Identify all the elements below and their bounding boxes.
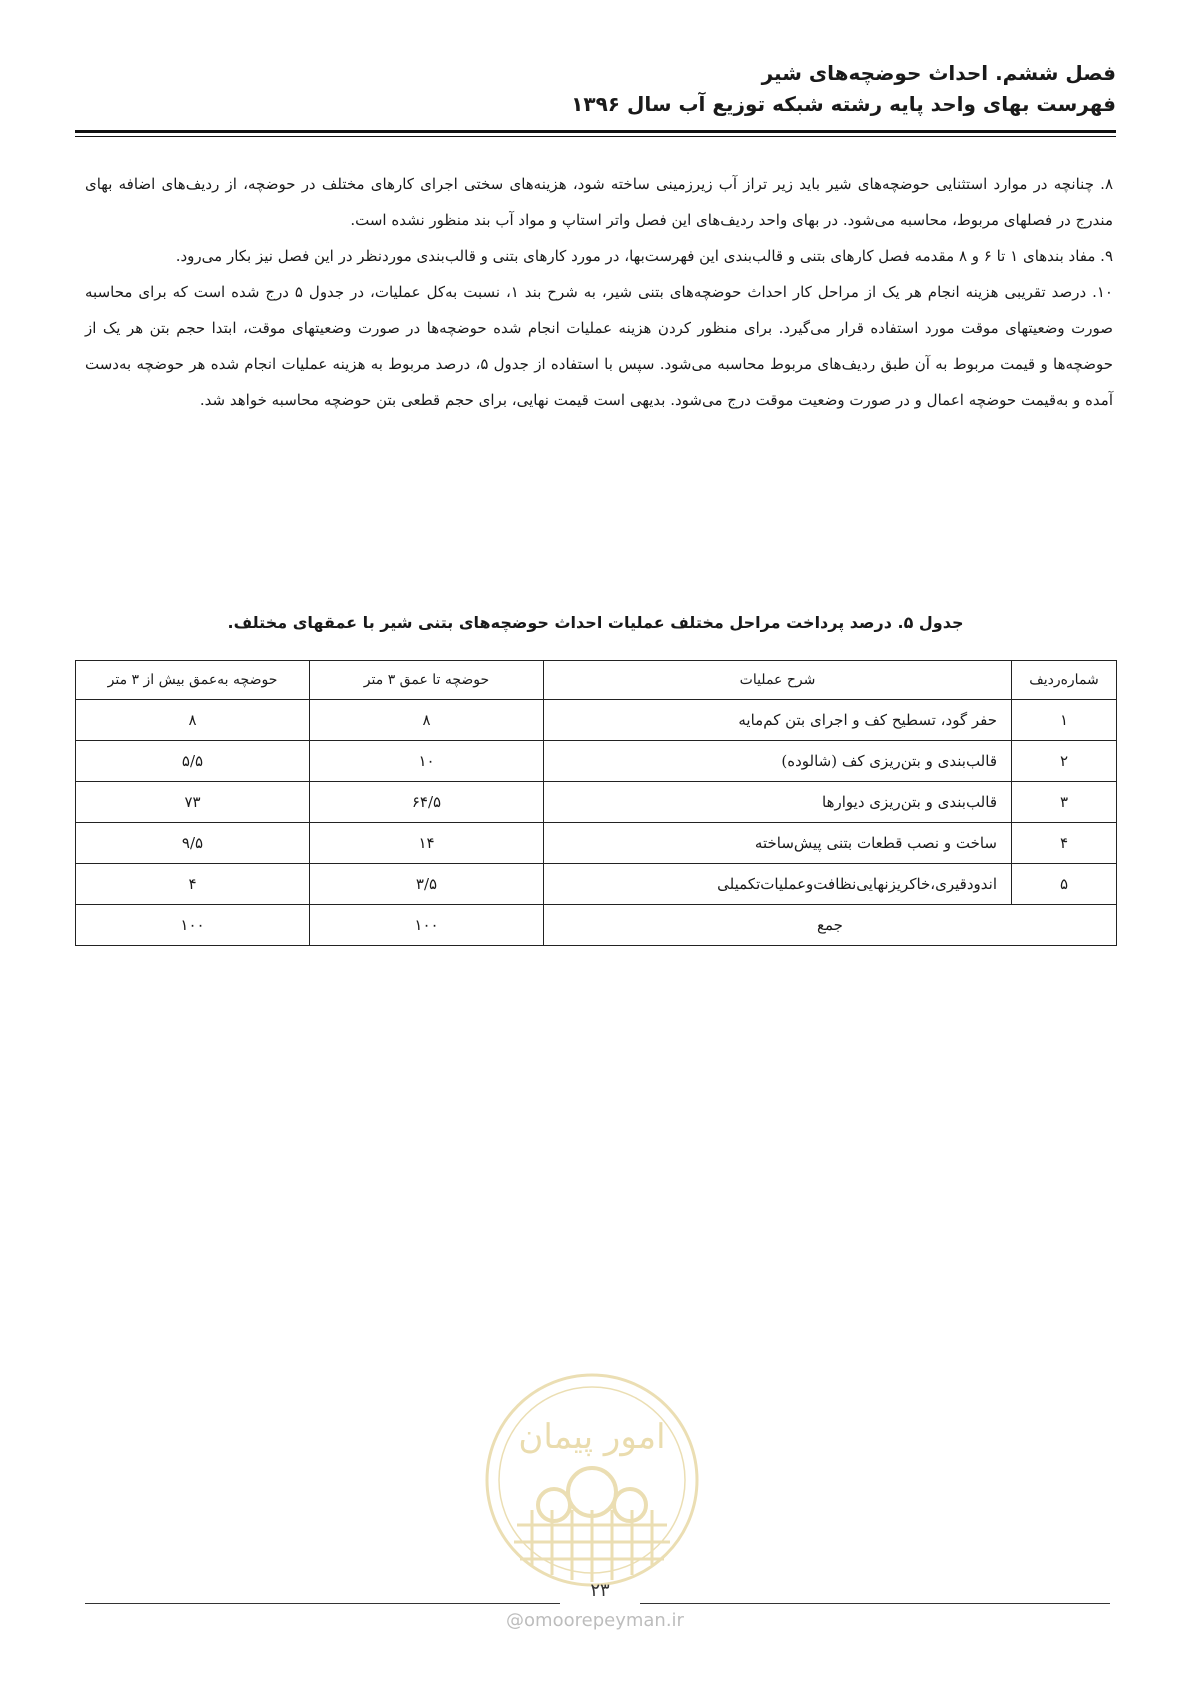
watermark-url: @omoorepeyman.ir (506, 1610, 684, 1631)
up-to-3m-cell: ۱۰ (310, 741, 544, 782)
up-to-3m-cell: ۶۴/۵ (310, 782, 544, 823)
description-cell: اندودقیری،خاکریزنهایی‌نظافت‌وعملیات‌تکمیلی (544, 864, 1012, 905)
table-row (76, 700, 1117, 741)
header-up-to-3m: حوضچه تا عمق ۳ متر (310, 661, 544, 700)
table-row (76, 864, 1117, 905)
total-over-3m-cell: ۱۰۰ (76, 905, 310, 946)
over-3m-cell: ۴ (76, 864, 310, 905)
header-rule-thick (75, 130, 1116, 133)
total-label-cell: جمع (544, 905, 1117, 946)
up-to-3m-cell: ۳/۵ (310, 864, 544, 905)
header-over-3m: حوضچه به‌عمق بیش از ۳ متر (76, 661, 310, 700)
over-3m-cell: ۷۳ (76, 782, 310, 823)
description-cell: قالب‌بندی و بتن‌ریزی کف (شالوده) (544, 741, 1012, 782)
description-cell: قالب‌بندی و بتن‌ریزی دیوارها (544, 782, 1012, 823)
row-number-cell: ۵ (1012, 864, 1117, 905)
paragraph-10: ۱۰. درصد تقریبی هزینه انجام هر یک از مراحل کار احداث حوضچه‌های بتنی شیر، به شرح بند ۱، نسبت به‌کل عملیات، در جدول ۵ درج شده است که برای محاسبه صورت وضعیتهای موقت مورد استفاده قرار می‌گیرد. برای منظور کردن هزینه عملیات انجام شده حوضچه‌ها در صورت وضعیتهای موقت، ابتدا حجم بتن هر یک از حوضچه‌ها و قیمت مربوط به آن طبق ردیف‌های مربوط محاسبه می‌شود. سپس با استفاده از جدول ۵، درصد مربوط به هزینه عملیات انجام شده هر حوضچه به‌دست آمده و به‌قیمت حوضچه اعمال و در صورت وضعیت موقت درج می‌شود. بدیهی است قیمت نهایی، برای حجم قطعی بتن حوضچه محاسبه خواهد شد. (85, 283, 1113, 409)
row-number-cell: ۲ (1012, 741, 1117, 782)
document-title: فهرست بهای واحد پایه رشته شبکه توزیع آب سال ۱۳۹۶ (571, 92, 1116, 116)
up-to-3m-cell: ۱۴ (310, 823, 544, 864)
description-cell: حفر گود، تسطیح کف و اجرای بتن کم‌مایه (544, 700, 1012, 741)
row-number-cell: ۳ (1012, 782, 1117, 823)
header-rule-thin (75, 136, 1116, 137)
paragraph-8: ۸. چنانچه در موارد استثنایی حوضچه‌های شیر باید زیر تراز آب زیرزمینی ساخته شود، هزینه‌های سختی اجرای کارهای مختلف در حوضچه، از ردیف‌های اضافه بهای مندرج در فصلهای مربوط، محاسبه می‌شود. در بهای واحد ردیف‌های این فصل واتر استاپ و مواد آب بند منظور نشده است. (85, 175, 1113, 229)
up-to-3m-cell: ۸ (310, 700, 544, 741)
watermark-logo (472, 1360, 712, 1600)
table-caption: جدول ۵. درصد پرداخت مراحل مختلف عملیات احداث حوضچه‌های بتنی شیر با عمقهای مختلف. (227, 613, 964, 632)
over-3m-cell: ۵/۵ (76, 741, 310, 782)
table-total-row (76, 905, 1117, 946)
over-3m-cell: ۹/۵ (76, 823, 310, 864)
over-3m-cell: ۸ (76, 700, 310, 741)
table-row (76, 782, 1117, 823)
total-up-to-3m-cell: ۱۰۰ (310, 905, 544, 946)
table-row (76, 823, 1117, 864)
footer-rule-right (640, 1603, 1110, 1604)
row-number-cell: ۴ (1012, 823, 1117, 864)
header-row-number: شماره‌ردیف (1012, 661, 1117, 700)
body-text (85, 166, 1113, 418)
operations-table (75, 660, 1117, 946)
page-number: ۲۳ (590, 1580, 610, 1601)
chapter-title: فصل ششم. احداث حوضچه‌های شیر (761, 61, 1116, 85)
header-description: شرح عملیات (544, 661, 1012, 700)
description-cell: ساخت و نصب قطعات بتنی پیش‌ساخته (544, 823, 1012, 864)
page-header (75, 58, 1116, 120)
watermark-logo-text: امور پیمان (518, 1417, 666, 1457)
paragraph-9: ۹. مفاد بندهای ۱ تا ۶ و ۸ مقدمه فصل کارهای بتنی و قالب‌بندی این فهرست‌بها، در مورد کارهای بتنی و قالب‌بندی موردنظر در این فصل نیز بکار می‌رود. (175, 247, 1113, 265)
table-header-row (76, 661, 1117, 700)
table-row (76, 741, 1117, 782)
row-number-cell: ۱ (1012, 700, 1117, 741)
footer-rule-left (85, 1603, 560, 1604)
